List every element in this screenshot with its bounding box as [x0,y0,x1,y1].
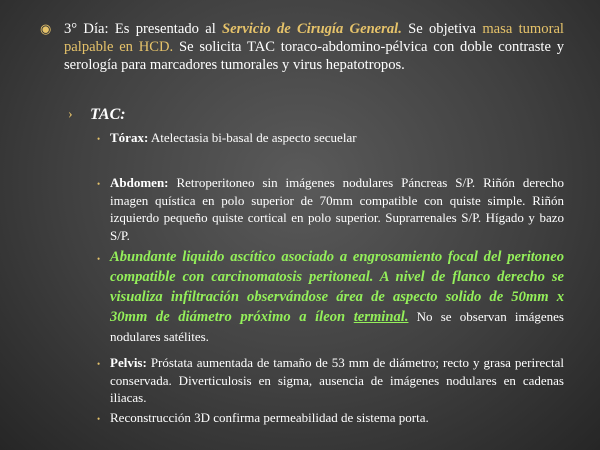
pelvis-text: Próstata aumentada de tamaño de 53 mm de diámetro; recto y grasa perirectal conservada. Diverticulosis en sigma, ausencia de imágenes nodulares en cadenas iliacas. [110,355,564,405]
highlight-underlined: terminal. [353,309,409,325]
abdomen-label: Abdomen: [110,175,169,190]
abdomen-text: Retroperitoneo sin imágenes nodulares Páncreas S/P. Riñón derecho imagen quística en polo superior de 70mm compatible con quiste simple. Riñón izquierdo pequeño quiste cortical en polo superior. Suprarrenales S/P. Hígado y bazo S/P. [110,175,564,243]
pelvis-label: Pelvis: [110,355,147,370]
pelvis-item [110,354,564,407]
intro-post: Se solicita TAC toraco-abdomino-pélvica con doble contraste y serología para marcadores tumorales y virus hepatotropos. [64,39,564,73]
tac-label: TAC: [90,106,126,123]
highlight-note: No se observan imágenes nodulares satélites. [110,309,564,344]
torax-item [110,129,564,147]
dot-bullet-icon: • [97,359,101,369]
torax-text: Atelectasia bi-basal de aspecto secuelar [148,130,357,145]
service-name: Servicio de Cirugía General. [222,21,402,37]
dot-bullet-icon: • [97,254,101,264]
intro-mid: Se objetiva [401,21,483,37]
reconstruction-text: Reconstrucción 3D confirma permeabilidad de sistema porta. [110,410,429,425]
reconstruction-item [110,409,564,427]
intro-pre: 3° Día: Es presentado al [64,21,223,37]
mass-finding: masa tumoral palpable en HCD. [64,21,564,55]
torax-label: Tórax: [110,130,149,145]
highlight-finding [110,247,564,347]
abdomen-item [110,174,564,244]
highlight-text: Abundante liquido ascítico asociado a engrosamiento focal del peritoneo compatible con carcinomatosis peritoneal. A nivel de flanco derecho se visualiza infiltración observándose área de aspecto solido de 50mm x 30mm de diámetro próximo a íleon [110,249,564,325]
intro-paragraph [64,20,564,74]
dot-bullet-icon: • [97,414,101,424]
dot-bullet-icon: • [97,134,101,144]
chevron-right-icon: › [68,107,73,122]
dot-bullet-icon: • [97,179,101,189]
circle-bullet-icon: ◉ [40,21,52,36]
